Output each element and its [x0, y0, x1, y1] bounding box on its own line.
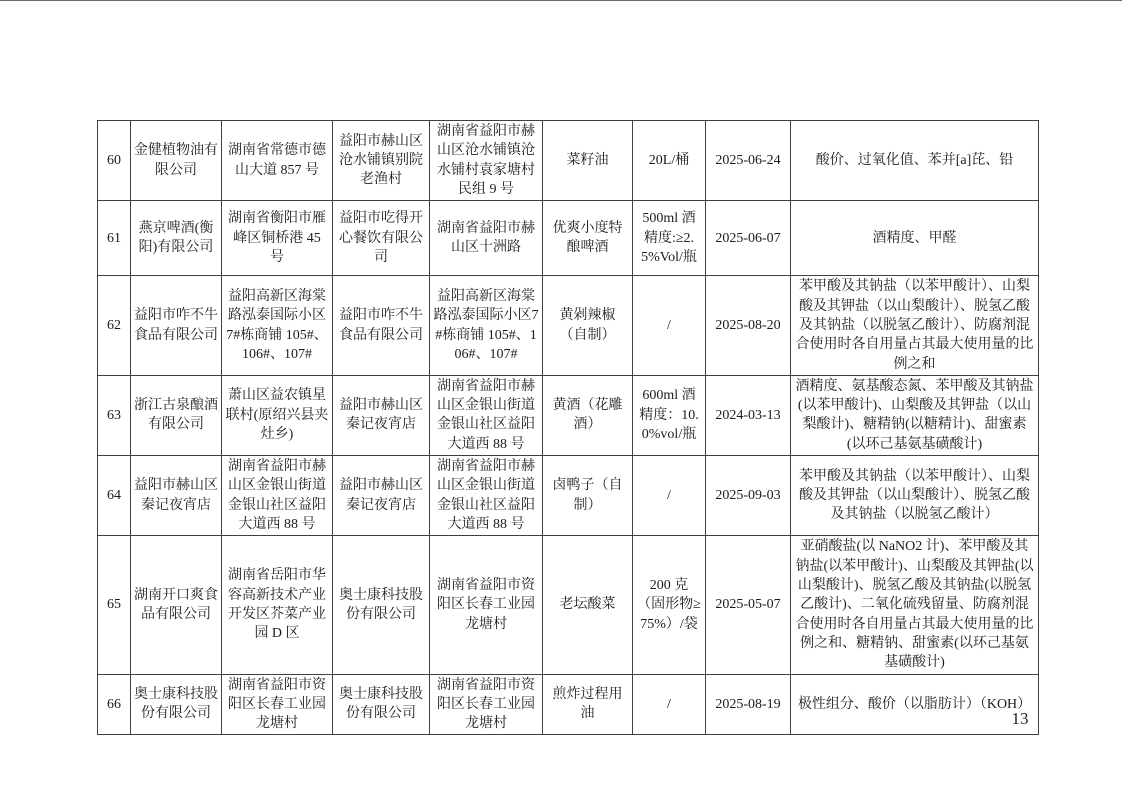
cell-sampled-unit-address: 湖南省益阳市资阳区长春工业园龙塘村 — [430, 674, 543, 735]
cell-row-number: 62 — [98, 276, 131, 376]
cell-producer-name: 益阳市赫山区秦记夜宵店 — [131, 456, 222, 536]
cell-row-number: 66 — [98, 674, 131, 735]
cell-row-number: 64 — [98, 456, 131, 536]
table-row — [98, 121, 1039, 201]
cell-product-name: 卤鸭子（自制） — [543, 456, 633, 536]
cell-producer-name: 奥士康科技股份有限公司 — [131, 674, 222, 735]
cell-specification: / — [633, 456, 706, 536]
cell-sampled-unit-name: 奥士康科技股份有限公司 — [333, 674, 430, 735]
cell-product-name: 老坛酸菜 — [543, 536, 633, 674]
cell-producer-address: 萧山区益农镇星联村(原绍兴县夹灶乡) — [222, 375, 333, 455]
cell-producer-name: 燕京啤酒(衡阳)有限公司 — [131, 201, 222, 276]
table-row — [98, 201, 1039, 276]
cell-production-date: 2025-09-03 — [706, 456, 791, 536]
cell-production-date: 2025-08-19 — [706, 674, 791, 735]
cell-test-items: 酸价、过氧化值、苯并[a]芘、铅 — [791, 121, 1039, 201]
cell-production-date: 2024-03-13 — [706, 375, 791, 455]
cell-production-date: 2025-06-07 — [706, 201, 791, 276]
table-row — [98, 375, 1039, 455]
cell-specification: / — [633, 276, 706, 376]
table-row — [98, 536, 1039, 674]
cell-specification: / — [633, 674, 706, 735]
cell-producer-name: 浙江古泉酿酒有限公司 — [131, 375, 222, 455]
cell-row-number: 63 — [98, 375, 131, 455]
cell-product-name: 优爽小度特酿啤酒 — [543, 201, 633, 276]
cell-producer-address: 湖南省益阳市赫山区金银山街道金银山社区益阳大道西 88 号 — [222, 456, 333, 536]
cell-sampled-unit-name: 奥士康科技股份有限公司 — [333, 536, 430, 674]
cell-product-name: 煎炸过程用油 — [543, 674, 633, 735]
cell-specification: 200 克（固形物≥75%）/袋 — [633, 536, 706, 674]
cell-test-items: 苯甲酸及其钠盐（以苯甲酸计）、山梨酸及其钾盐（以山梨酸计）、脱氢乙酸及其钠盐（以脱氢乙酸计） — [791, 456, 1039, 536]
cell-specification: 20L/桶 — [633, 121, 706, 201]
cell-test-items: 酒精度、氨基酸态氮、苯甲酸及其钠盐(以苯甲酸计)、山梨酸及其钾盐（以山梨酸计)、糖精钠(以糖精计)、甜蜜素(以环己基氨基磺酸计) — [791, 375, 1039, 455]
table-row — [98, 276, 1039, 376]
page-number: 13 — [1011, 709, 1029, 728]
table-row — [98, 456, 1039, 536]
cell-test-items: 亚硝酸盐(以 NaNO2 计)、苯甲酸及其钠盐(以苯甲酸计)、山梨酸及其钾盐(以山梨酸计)、脱氢乙酸及其钠盐(以脱氢乙酸计)、二氧化硫残留量、防腐剂混合使用时各自用量占其最大使用量的比例之和、糖精钠、甜蜜素(以环己基氨基磺酸计) — [791, 536, 1039, 674]
cell-specification: 500ml 酒精度:≥2.5%Vol/瓶 — [633, 201, 706, 276]
cell-producer-address: 湖南省益阳市资阳区长春工业园龙塘村 — [222, 674, 333, 735]
cell-producer-address: 湖南省岳阳市华容高新技术产业开发区芥菜产业园 D 区 — [222, 536, 333, 674]
cell-sampled-unit-address: 湖南省益阳市资阳区长春工业园龙塘村 — [430, 536, 543, 674]
cell-test-items: 苯甲酸及其钠盐（以苯甲酸计）、山梨酸及其钾盐（以山梨酸计）、脱氢乙酸及其钠盐（以脱氢乙酸计）、防腐剂混合使用时各自用量占其最大使用量的比例之和 — [791, 276, 1039, 376]
cell-row-number: 61 — [98, 201, 131, 276]
cell-sampled-unit-name: 益阳市赫山区秦记夜宵店 — [333, 456, 430, 536]
cell-producer-name: 益阳市咋不牛食品有限公司 — [131, 276, 222, 376]
cell-producer-name: 金健植物油有限公司 — [131, 121, 222, 201]
cell-production-date: 2025-05-07 — [706, 536, 791, 674]
table-row — [98, 674, 1039, 735]
cell-producer-address: 湖南省常德市德山大道 857 号 — [222, 121, 333, 201]
cell-specification: 600ml 酒精度：10.0%vol/瓶 — [633, 375, 706, 455]
cell-sampled-unit-name: 益阳市咋不牛食品有限公司 — [333, 276, 430, 376]
cell-row-number: 65 — [98, 536, 131, 674]
cell-sampled-unit-address: 益阳高新区海棠路泓泰国际小区7#栋商铺 105#、106#、107# — [430, 276, 543, 376]
cell-test-items: 酒精度、甲醛 — [791, 201, 1039, 276]
cell-sampled-unit-address: 湖南省益阳市赫山区金银山街道金银山社区益阳大道西 88 号 — [430, 456, 543, 536]
cell-row-number: 60 — [98, 121, 131, 201]
cell-sampled-unit-address: 湖南省益阳市赫山区金银山街道金银山社区益阳大道西 88 号 — [430, 375, 543, 455]
sampling-inspection-table — [97, 120, 1039, 735]
cell-sampled-unit-name: 益阳市吃得开心餐饮有限公司 — [333, 201, 430, 276]
cell-test-items: 极性组分、酸价（以脂肪计）（KOH） — [791, 674, 1039, 735]
cell-production-date: 2025-06-24 — [706, 121, 791, 201]
cell-production-date: 2025-08-20 — [706, 276, 791, 376]
cell-product-name: 黄剁辣椒（自制） — [543, 276, 633, 376]
cell-product-name: 菜籽油 — [543, 121, 633, 201]
cell-sampled-unit-name: 益阳市赫山区沧水铺镇别院老渔村 — [333, 121, 430, 201]
cell-product-name: 黄酒（花雕酒） — [543, 375, 633, 455]
cell-sampled-unit-name: 益阳市赫山区秦记夜宵店 — [333, 375, 430, 455]
cell-sampled-unit-address: 湖南省益阳市赫山区沧水铺镇沧水铺村袁家塘村民组 9 号 — [430, 121, 543, 201]
cell-sampled-unit-address: 湖南省益阳市赫山区十洲路 — [430, 201, 543, 276]
cell-producer-address: 湖南省衡阳市雁峰区铜桥港 45 号 — [222, 201, 333, 276]
cell-producer-name: 湖南开口爽食品有限公司 — [131, 536, 222, 674]
cell-producer-address: 益阳高新区海棠路泓泰国际小区7#栋商铺 105#、106#、107# — [222, 276, 333, 376]
